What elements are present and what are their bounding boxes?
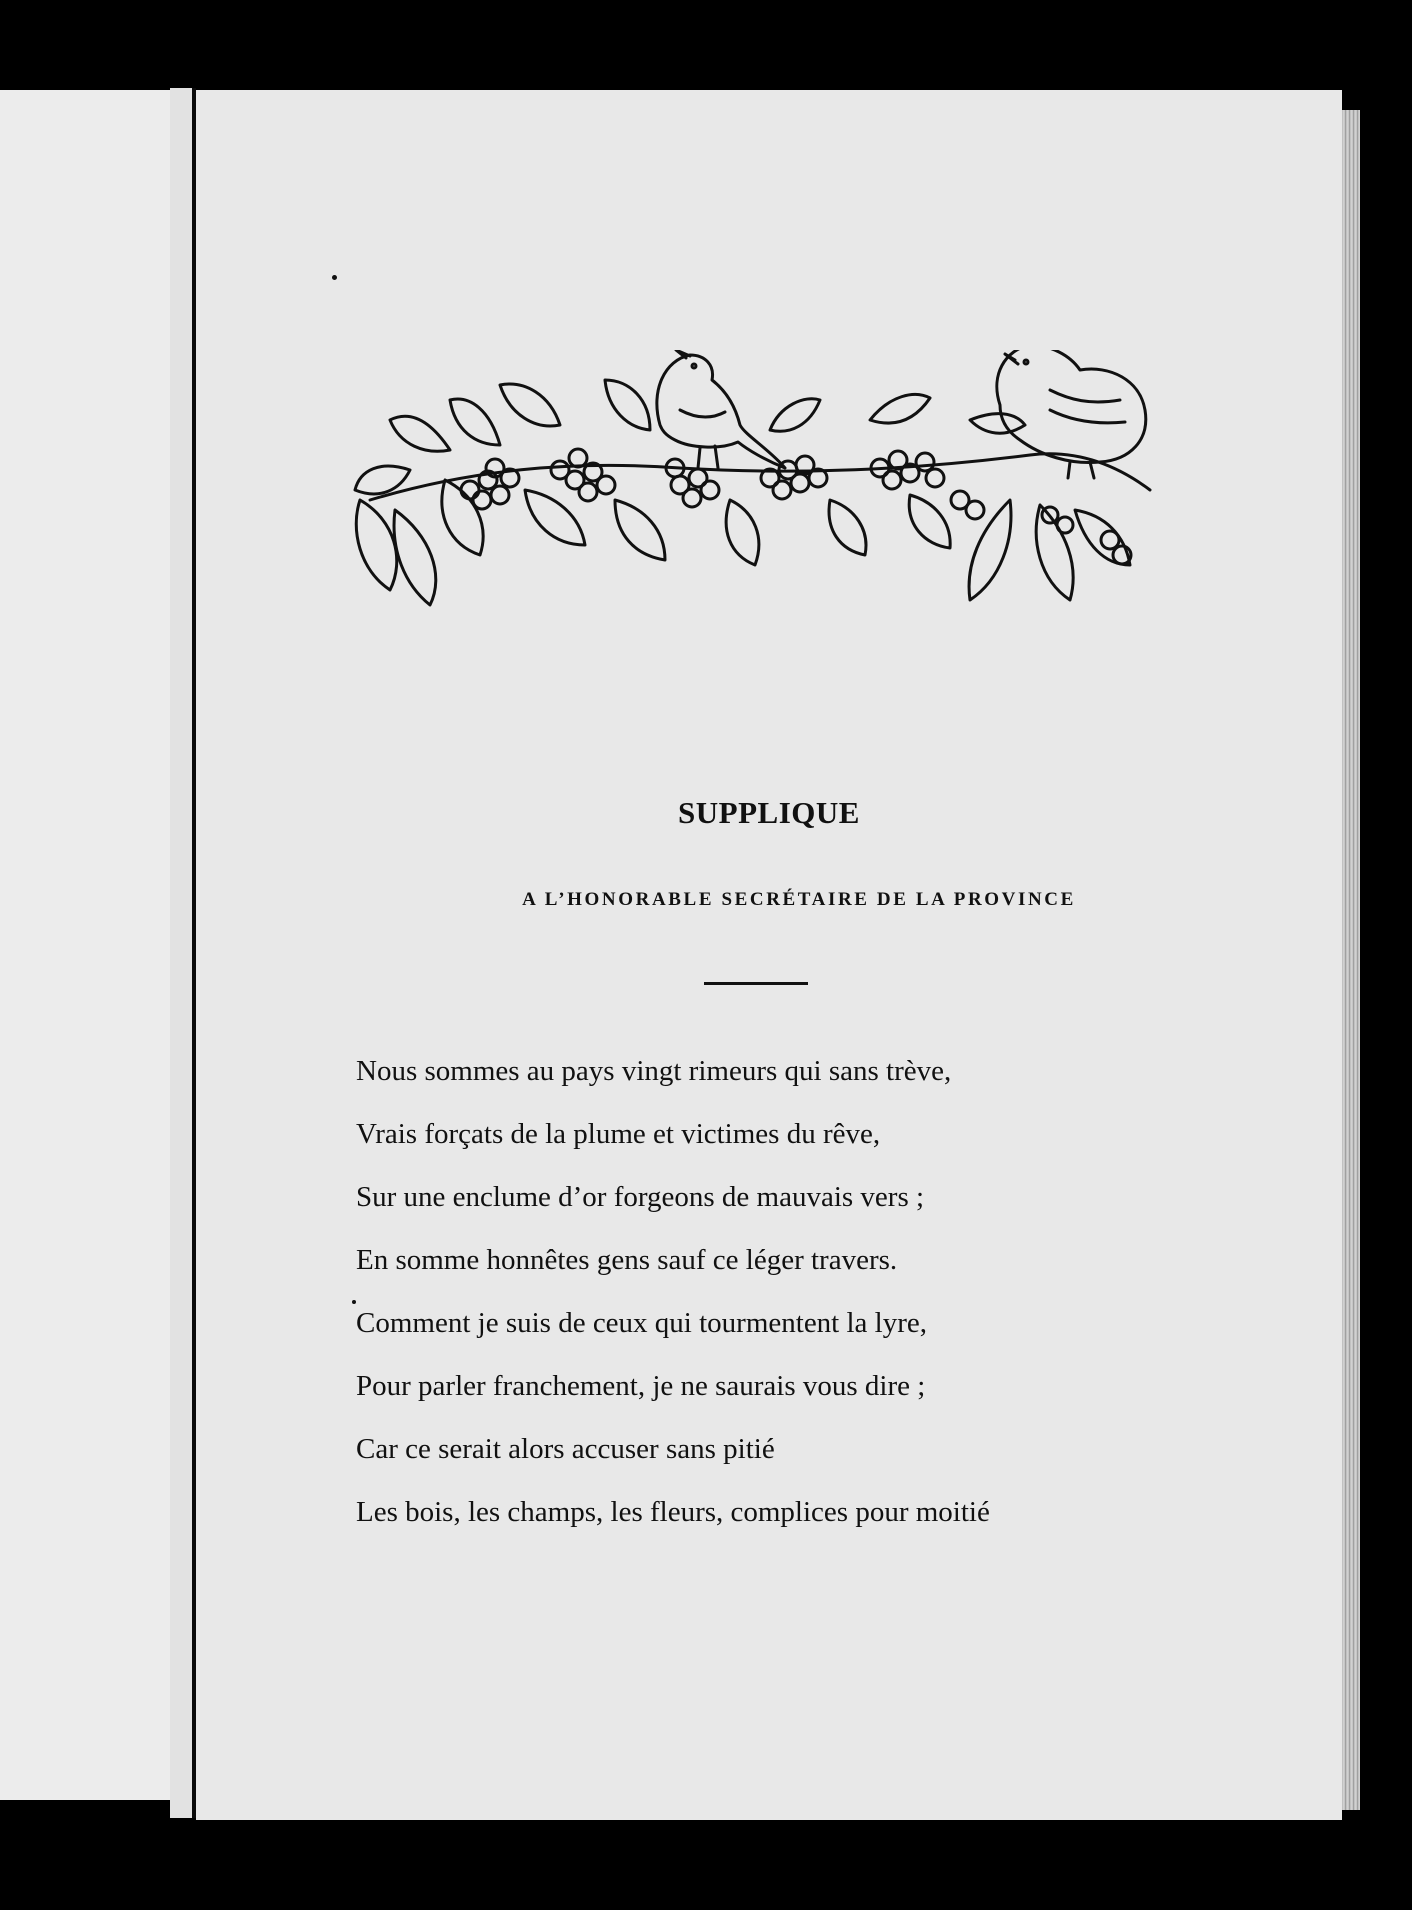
verse-line: Comment je suis de ceux qui tourmentent la lyre,	[356, 1307, 928, 1339]
bird-berry-branch-icon	[350, 350, 1160, 660]
verse-line: Nous sommes au pays vingt rimeurs qui sans trève,	[356, 1055, 952, 1087]
ink-speck	[332, 275, 337, 280]
verse-line: En somme honnêtes gens sauf ce léger travers.	[356, 1244, 898, 1276]
gutter	[170, 88, 192, 1818]
poem-dedication: A L’HONORABLE SECRÉTAIRE DE LA PROVINCE	[522, 889, 1076, 910]
verse-line: Vrais forçats de la plume et victimes du rêve,	[356, 1118, 881, 1150]
verse-line: Les bois, les champs, les fleurs, complices pour moitié	[356, 1496, 990, 1528]
verse-line: Sur une enclume d’or forgeons de mauvais vers ;	[356, 1181, 925, 1213]
poem-body	[356, 1040, 1256, 1544]
divider	[704, 982, 808, 985]
poem-title: SUPPLIQUE	[678, 795, 860, 830]
left-page	[0, 90, 170, 1800]
verse-line: Car ce serait alors accuser sans pitié	[356, 1433, 775, 1465]
verse-line: Pour parler franchement, je ne saurais vous dire ;	[356, 1370, 926, 1402]
page-edges	[1342, 110, 1360, 1810]
